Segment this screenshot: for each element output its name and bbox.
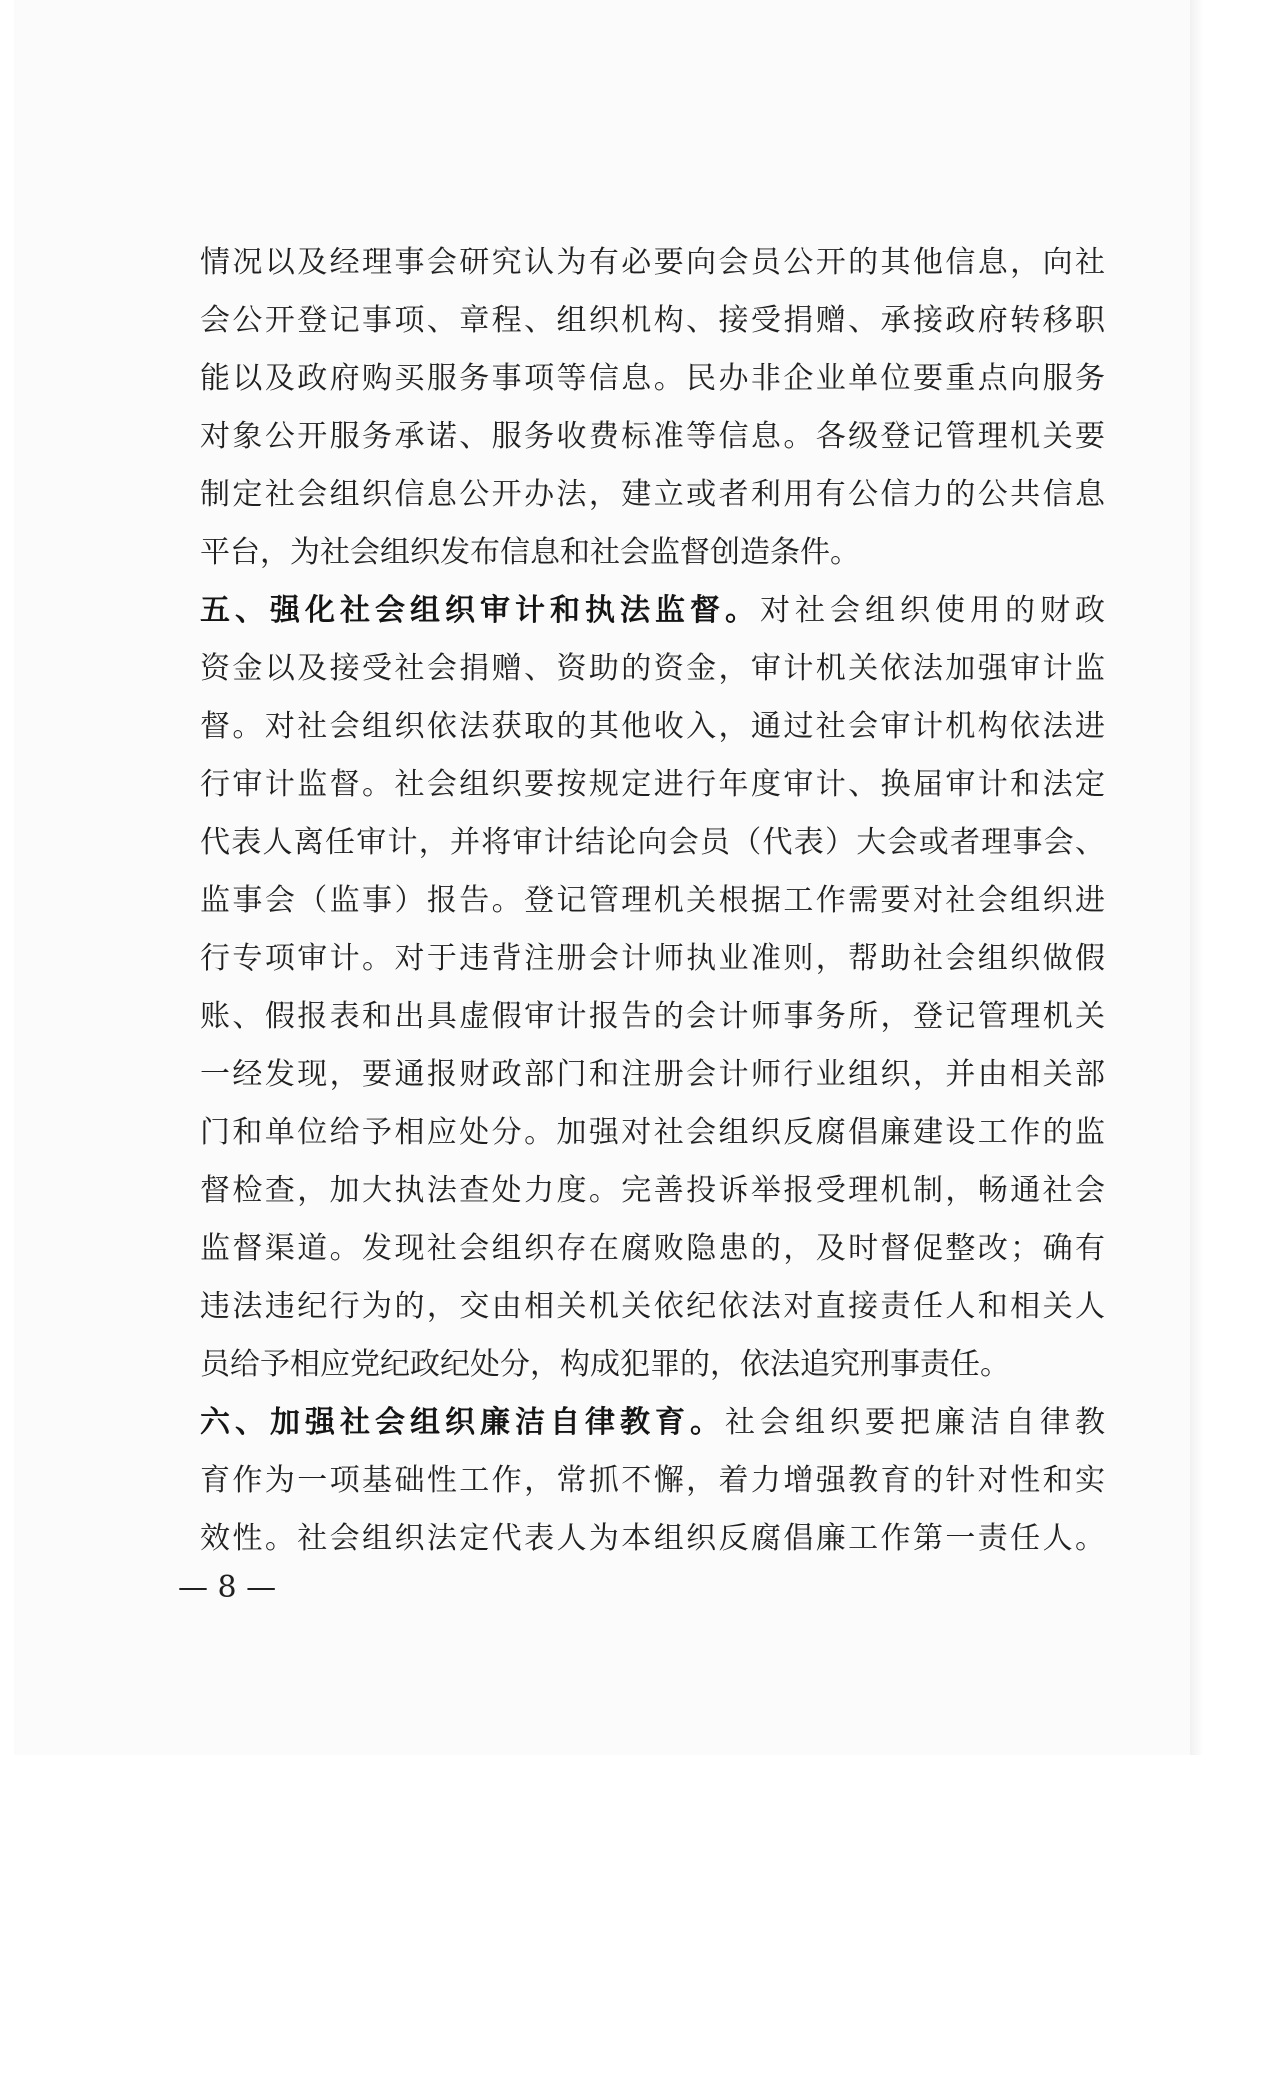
- section-5-heading: 五、强化社会组织审计和执法监督。: [200, 593, 760, 628]
- text-line: 制定社会组织信息公开办法，建立或者利用有公信力的公共信息: [200, 477, 1105, 512]
- text-line: 行专项审计。对于违背注册会计师执业准则，帮助社会组织做假: [200, 941, 1105, 976]
- text-line: 资金以及接受社会捐赠、资助的资金，审计机关依法加强审计监: [200, 651, 1105, 686]
- section-6-heading: 六、加强社会组织廉洁自律教育。: [200, 1405, 725, 1440]
- text-line: 监督渠道。发现社会组织存在腐败隐患的，及时督促整改；确有: [200, 1231, 1105, 1266]
- section-5-first-line: [200, 582, 1105, 640]
- text-line: 门和单位给予相应处分。加强对社会组织反腐倡廉建设工作的监: [200, 1115, 1105, 1150]
- text-line: 情况以及经理事会研究认为有必要向会员公开的其他信息，向社: [200, 245, 1105, 280]
- section-6-first-line: [200, 1394, 1105, 1452]
- text-line: 育作为一项基础性工作，常抓不懈，着力增强教育的针对性和实: [200, 1463, 1105, 1498]
- section-6-text: 社会组织要把廉洁自律教: [725, 1405, 1105, 1440]
- text-line: 督。对社会组织依法获取的其他收入，通过社会审计机构依法进: [200, 709, 1105, 744]
- text-line: 对象公开服务承诺、服务收费标准等信息。各级登记管理机关要: [200, 419, 1105, 454]
- text-line: 一经发现，要通报财政部门和注册会计师行业组织，并由相关部: [200, 1057, 1105, 1092]
- text-line: 账、假报表和出具虚假审计报告的会计师事务所，登记管理机关: [200, 999, 1105, 1034]
- text-line: 行审计监督。社会组织要按规定进行年度审计、换届审计和法定: [200, 767, 1105, 802]
- section-5-text: 对社会组织使用的财政: [760, 593, 1105, 628]
- text-line: 代表人离任审计，并将审计结论向会员（代表）大会或者理事会、: [200, 825, 1105, 860]
- text-line: 员给予相应党纪政纪处分，构成犯罪的，依法追究刑事责任。: [200, 1347, 1010, 1382]
- document-body: [200, 234, 1105, 1568]
- paper-edge-shadow: [1190, 0, 1202, 1755]
- text-line: 平台，为社会组织发布信息和社会监督创造条件。: [200, 535, 860, 570]
- text-line: 能以及政府购买服务事项等信息。民办非企业单位要重点向服务: [200, 361, 1105, 396]
- text-line: 效性。社会组织法定代表人为本组织反腐倡廉工作第一责任人。: [200, 1521, 1105, 1556]
- text-line: 会公开登记事项、章程、组织机构、接受捐赠、承接政府转移职: [200, 303, 1105, 338]
- text-line: 督检查，加大执法查处力度。完善投诉举报受理机制，畅通社会: [200, 1173, 1105, 1208]
- text-line: 监事会（监事）报告。登记管理机关根据工作需要对社会组织进: [200, 883, 1105, 918]
- text-line: 违法违纪行为的，交由相关机关依纪依法对直接责任人和相关人: [200, 1289, 1105, 1324]
- page-number: — 8 —: [178, 1570, 277, 1605]
